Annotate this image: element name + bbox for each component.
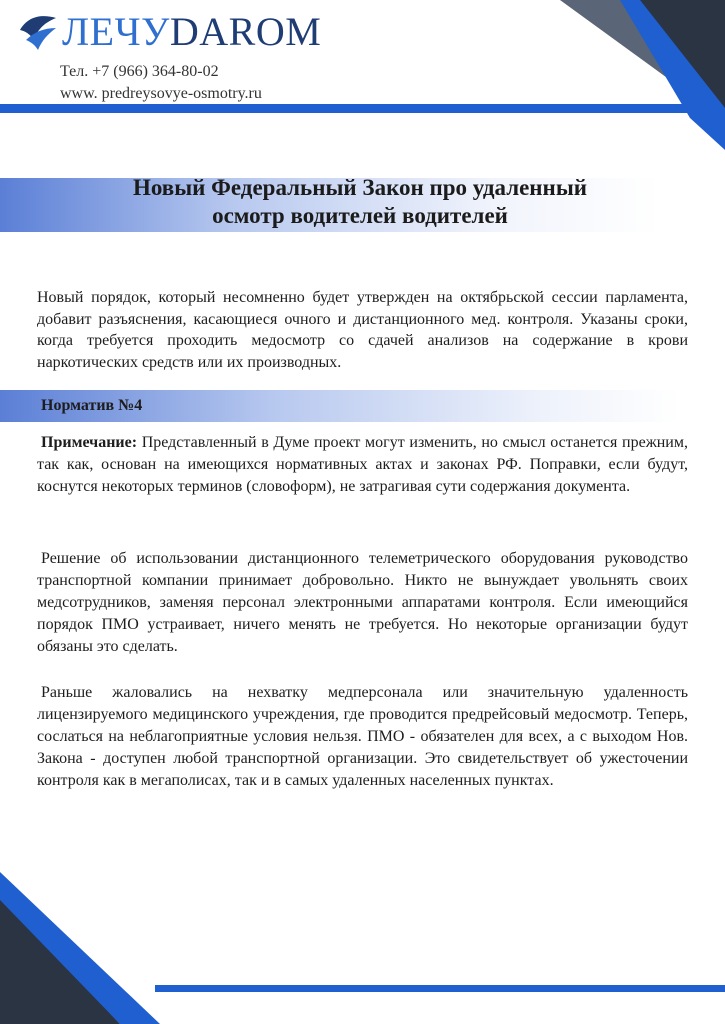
note-paragraph [37, 432, 688, 498]
brand-name-part1: ЛЕЧУ [62, 9, 170, 54]
body-paragraph-text: Раньше жаловались на нехватку медперсонала или значительную удаленность лицензируемого медицинского учреждения, где проводится предрейсовый медосмотр. Теперь, сослаться на неблагоприятные условия нельзя. ПМО - обязателен для всех, а с выходом Нов. Закона - доступен любой транспортной организации. Это свидетельствует об ужесточении контроля как в мегаполисах, так и в самых удаленных населенных пунктах. [37, 684, 688, 789]
brand-name [62, 10, 321, 54]
brand-logo[interactable] [16, 10, 321, 54]
corner-bottom-left-blue [0, 872, 160, 1024]
note-label: Примечание: [41, 434, 138, 451]
header-rule [0, 104, 700, 113]
note-text: Представленный в Думе проект могут изменить, но смысл останется прежним, так как, основан на имеющихся нормативных актах и законах РФ. Поправки, если будут, коснутся некоторых терминов (словоформ), не затрагивая сути содержания документа. [37, 434, 688, 495]
body-paragraph [37, 548, 688, 658]
intro-paragraph: Новый порядок, который несомненно будет утвержден на октябрьской сессии парламента, добавит разъяснения, касающиеся очного и дистанционного мед. контроля. Указаны сроки, когда требуется проходить медосмотр со сдачей анализов на содержание в крови наркотических средств или их производных. [37, 289, 688, 371]
body-paragraph [37, 682, 688, 792]
corner-top-right-dark [640, 0, 725, 108]
body-paragraph-text: Решение об использовании дистанционного телеметрического оборудования руководство транспортной компании принимает добровольно. Никто не вынуждает увольнять своих медсотрудников, заменяя персонал электронными аппаратами контроля. Если имеющийся порядок ПМО устраивает, ничего менять не требуется. Но некоторые организации будут обязаны это сделать. [37, 550, 688, 655]
section-heading: Норматив №4 [41, 397, 143, 414]
corner-bottom-left-dark [0, 900, 120, 1024]
contact-info [60, 61, 262, 105]
brand-name-part2: DAROM [169, 9, 322, 54]
corner-top-right-light [560, 0, 725, 120]
footer-rule [155, 985, 725, 992]
drop-logo-icon [16, 10, 60, 54]
page-title-line2: осмотр водителей водителей [212, 203, 508, 228]
corner-top-right-blue [620, 0, 725, 150]
website-link[interactable]: www. predreysovye-osmotry.ru [60, 85, 262, 102]
page-title [40, 174, 680, 230]
phone-number[interactable]: Тел. +7 (966) 364-80-02 [60, 63, 219, 80]
page-title-line1: Новый Федеральный Закон про удаленный [132, 175, 588, 200]
